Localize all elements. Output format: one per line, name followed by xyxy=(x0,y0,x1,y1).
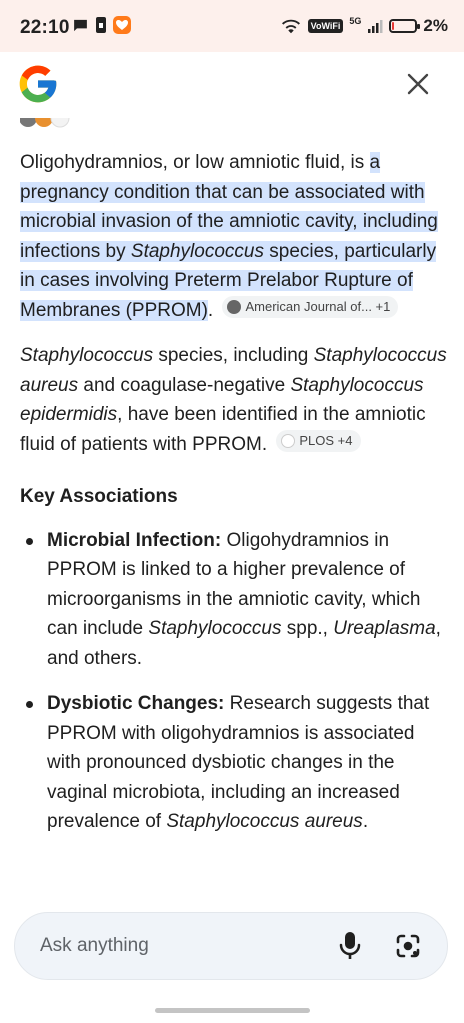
answer-text: species, including xyxy=(153,345,314,366)
network-type: 5G xyxy=(349,16,362,26)
ai-answer xyxy=(20,148,448,853)
source-chip-ajog[interactable] xyxy=(222,296,398,318)
list-item-italic: Staphylococcus aureus xyxy=(166,811,363,832)
section-title: Key Associations xyxy=(20,486,178,507)
home-indicator[interactable] xyxy=(155,1008,310,1013)
list-item xyxy=(20,526,448,674)
answer-italic: Staphylococcus aureus xyxy=(20,345,447,396)
list-item-text: spp., xyxy=(281,618,334,639)
source-chip-plos[interactable] xyxy=(276,430,360,452)
camera-lens-icon[interactable] xyxy=(395,933,421,959)
ask-input[interactable] xyxy=(14,912,448,980)
list-item-text: , and others. xyxy=(47,618,441,669)
signal-icon xyxy=(367,18,383,34)
list-item xyxy=(20,689,448,837)
microphone-icon[interactable] xyxy=(339,931,361,961)
list-item-text: . xyxy=(362,811,369,832)
battery-percent: 2% xyxy=(423,16,448,35)
list-item-italic: Staphylococcus xyxy=(148,618,282,639)
answer-italic: Staphylococcus xyxy=(20,345,154,366)
status-time: 22:10 xyxy=(20,17,70,38)
notification-icons xyxy=(72,16,131,34)
answer-paragraph-2 xyxy=(20,341,448,459)
answer-paragraph-1 xyxy=(20,148,448,325)
source-avatars xyxy=(20,118,76,130)
plos-logo-icon xyxy=(281,434,295,448)
close-icon[interactable] xyxy=(406,72,430,96)
list-item-italic: Ureaplasma xyxy=(333,618,436,639)
highlight-part: a pregnancy condition that can be associated with microbial invasion of the amniotic cavity, including infections by xyxy=(20,152,438,262)
sim-card-icon xyxy=(95,16,107,34)
list-item-title: Dysbiotic Changes: xyxy=(47,693,225,714)
answer-italic: Staphylococcus epidermidis xyxy=(20,374,424,425)
answer-text: and coagulase-negative xyxy=(78,374,291,396)
app-notification-icon xyxy=(113,16,131,34)
journal-logo-icon xyxy=(227,300,241,314)
answer-text: , have been identified in the amniotic fluid of patients with PPROM. xyxy=(20,404,426,455)
vowifi-badge: VoWiFi xyxy=(308,19,344,33)
ask-placeholder: Ask anything xyxy=(40,935,149,956)
chat-bubble-icon xyxy=(72,17,89,34)
battery-icon xyxy=(389,19,417,33)
source-chip-label: PLOS +4 xyxy=(299,432,353,448)
source-chip-label: American Journal of... +1 xyxy=(245,298,391,314)
google-g-icon xyxy=(16,62,60,106)
wifi-icon xyxy=(280,17,302,35)
system-status-icons xyxy=(280,16,448,36)
list-item-text: Research suggests that PPROM with oligohydramnios is associated with pronounced dysbiotic changes in the vaginal microbiota, including an increased prevalence of xyxy=(47,693,430,832)
list-item-text: Oligohydramnios in PPROM is linked to a higher prevalence of microorganisms in the amniotic cavity, which can include xyxy=(47,529,421,639)
key-associations-list xyxy=(20,526,448,837)
status-bar xyxy=(0,0,464,52)
answer-text: . xyxy=(207,299,214,321)
bottom-bar xyxy=(0,898,464,1023)
answer-text: Oligohydramnios, or low amniotic fluid, is xyxy=(20,152,370,173)
highlight-part: species, particularly in cases involving Preterm Prelabor Rupture of Membranes (PPROM) xyxy=(20,240,437,321)
highlight-italic: Staphylococcus xyxy=(130,240,264,262)
list-item-title: Microbial Infection: xyxy=(47,529,222,551)
